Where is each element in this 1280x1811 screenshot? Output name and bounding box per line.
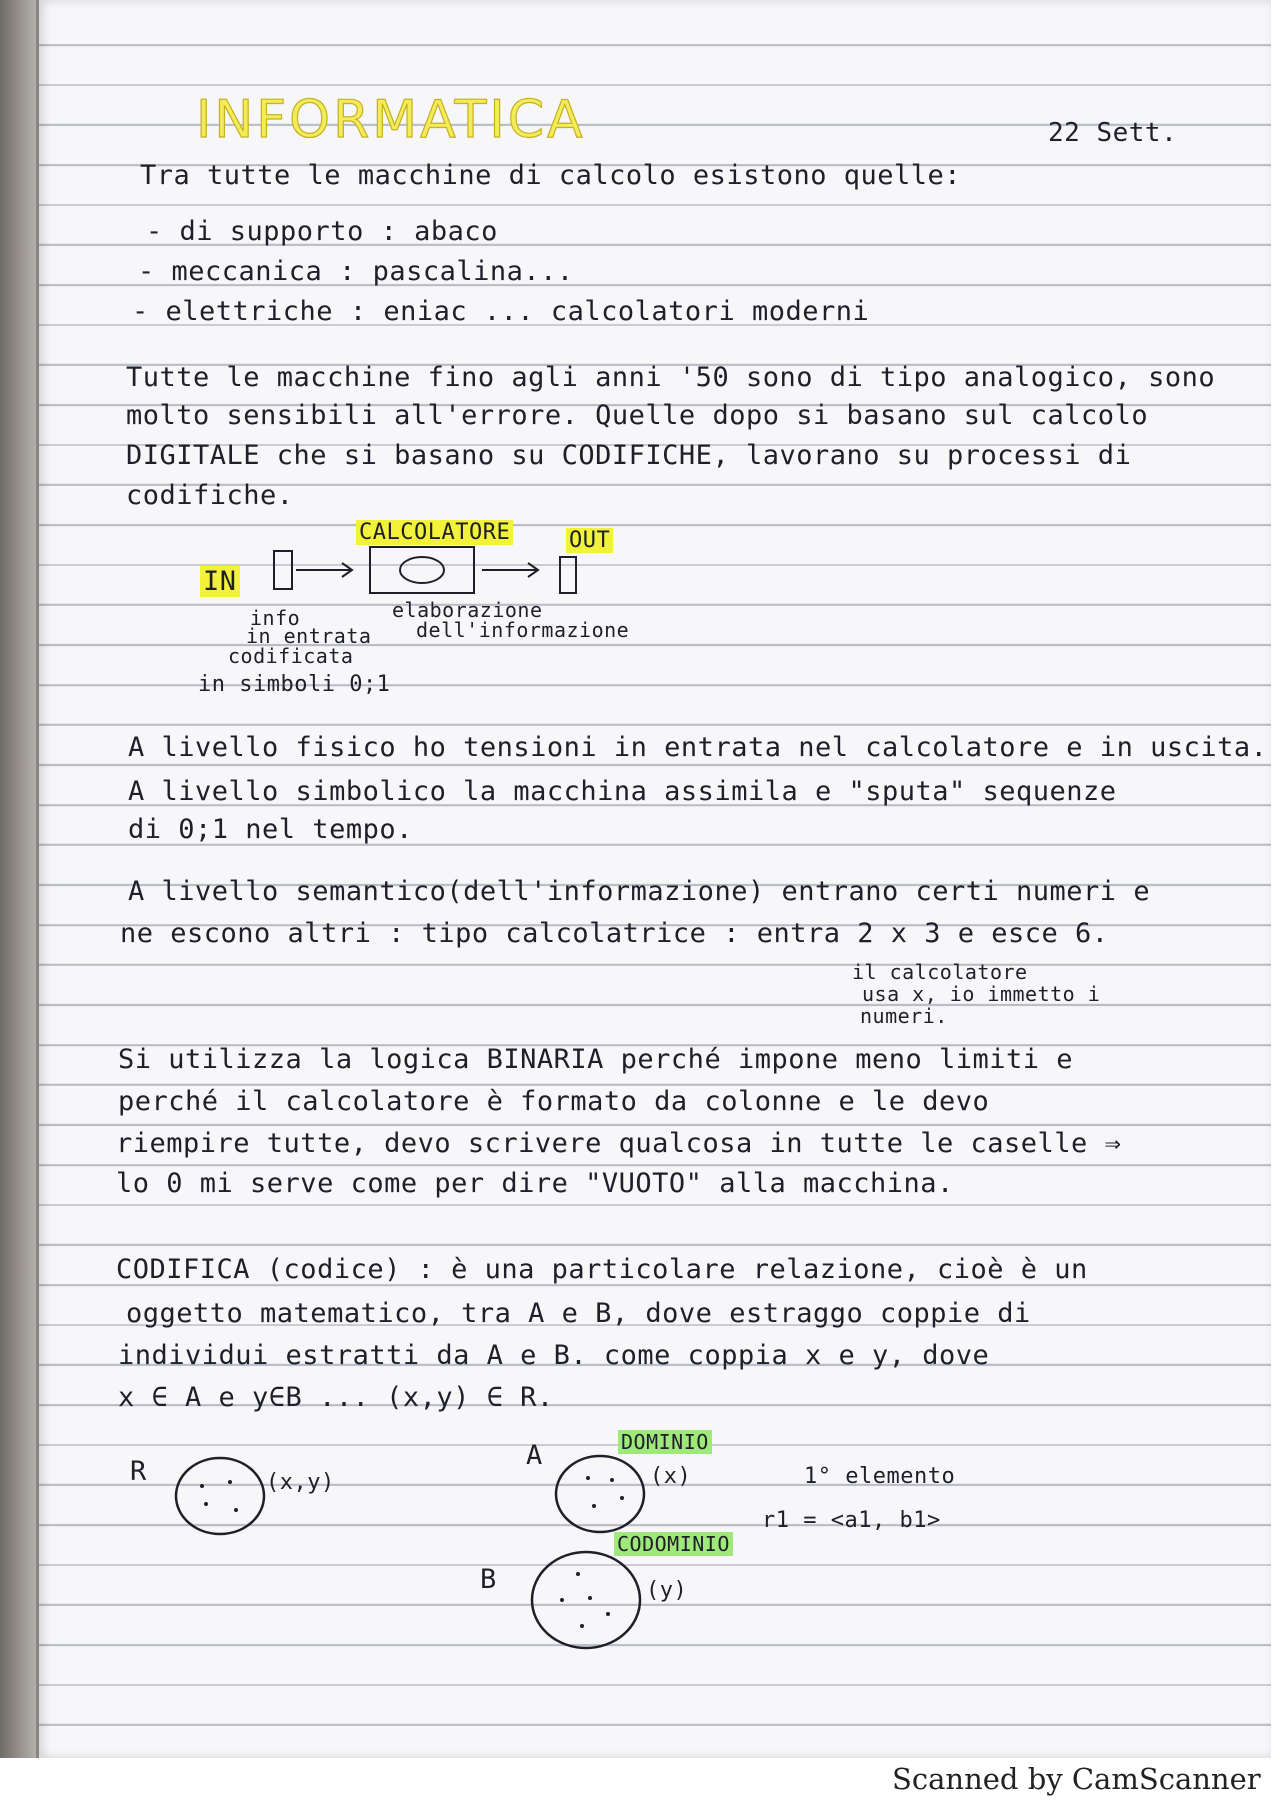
section1-item-2: - meccanica : pascalina... xyxy=(138,256,574,287)
set-r-pair: (x,y) xyxy=(266,1470,335,1495)
section3-line-3: di 0;1 nel tempo. xyxy=(128,814,413,845)
diagram-out-label: OUT xyxy=(566,528,613,553)
set-b-label: B xyxy=(480,1564,497,1595)
set-b-var: (y) xyxy=(646,1578,688,1603)
set-a-label: A xyxy=(526,1440,543,1471)
section4-line-1: A livello semantico(dell'informazione) entrano certi numeri e xyxy=(128,876,1151,907)
diagram-info-2: in entrata xyxy=(246,624,372,648)
section3-line-1: A livello fisico ho tensioni in entrata nel calcolatore e in uscita. xyxy=(128,732,1268,763)
section1-item-3: - elettriche : eniac ... calcolatori moderni xyxy=(132,296,870,327)
set-a-circle xyxy=(552,1452,652,1536)
section4-note-3: numeri. xyxy=(860,1004,948,1028)
section1-item-1: - di supporto : abaco xyxy=(146,216,498,247)
section6-line-2: oggetto matematico, tra A e B, dove estraggo coppie di xyxy=(126,1298,1031,1329)
section2-line-4: codifiche. xyxy=(126,480,294,511)
section5-line-4: lo 0 mi serve come per dire "VUOTO" alla macchina. xyxy=(116,1168,954,1199)
diagram-info-4: in simboli 0;1 xyxy=(198,672,391,697)
diagram-calc-label: CALCOLATORE xyxy=(356,520,513,545)
diagram-elab-2: dell'informazione xyxy=(416,618,630,642)
set-a-var: (x) xyxy=(650,1464,692,1489)
section4-note-1: il calcolatore xyxy=(852,960,1028,984)
section4-line-2: ne escono altri : tipo calcolatrice : entra 2 x 3 e esce 6. xyxy=(120,918,1109,949)
diagram-info-1: info xyxy=(250,606,301,630)
section6-line-1: CODIFICA (codice) : è una particolare relazione, cioè è un xyxy=(116,1254,1088,1285)
section1-intro: Tra tutte le macchine di calcolo esistono quelle: xyxy=(140,160,962,191)
set-b-circle xyxy=(528,1548,648,1652)
first-element-note: 1° elemento xyxy=(804,1464,956,1489)
section6-line-4: x ∈ A e y∈B ... (x,y) ∈ R. xyxy=(118,1382,554,1413)
section4-note-2: usa x, io immetto i xyxy=(862,982,1101,1006)
section6-line-3: individui estratti da A e B. come coppia x e y, dove xyxy=(118,1340,990,1371)
page-date: 22 Sett. xyxy=(1048,118,1178,148)
section2-line-2: molto sensibili all'errore. Quelle dopo si basano sul calcolo xyxy=(126,400,1149,431)
diagram-in-label: IN xyxy=(200,566,240,597)
diagram-elab-1: elaborazione xyxy=(392,598,543,622)
diagram-info-3: codificata xyxy=(228,644,354,668)
dominio-label: DOMINIO xyxy=(618,1430,712,1454)
calculator-diagram xyxy=(270,545,610,605)
section5-line-2: perché il calcolatore è formato da colonne e le devo xyxy=(118,1086,990,1117)
set-r-circle xyxy=(172,1454,272,1538)
section5-line-3: riempire tutte, devo scrivere qualcosa in tutte le caselle ⇒ xyxy=(116,1128,1122,1159)
scanner-watermark: Scanned by CamScanner xyxy=(892,1762,1261,1796)
section2-line-1: Tutte le macchine fino agli anni '50 sono di tipo analogico, sono xyxy=(126,362,1216,393)
section3-line-2: A livello simbolico la macchina assimila e "sputa" sequenze xyxy=(128,776,1117,807)
codominio-label: CODOMINIO xyxy=(614,1532,733,1556)
page-title: INFORMATICA xyxy=(196,90,586,150)
set-r-label: R xyxy=(130,1456,147,1487)
section2-line-3: DIGITALE che si basano su CODIFICHE, lavorano su processi di xyxy=(126,440,1132,471)
section5-line-1: Si utilizza la logica BINARIA perché impone meno limiti e xyxy=(118,1044,1074,1075)
r1-pair: r1 = <a1, b1> xyxy=(762,1508,941,1533)
